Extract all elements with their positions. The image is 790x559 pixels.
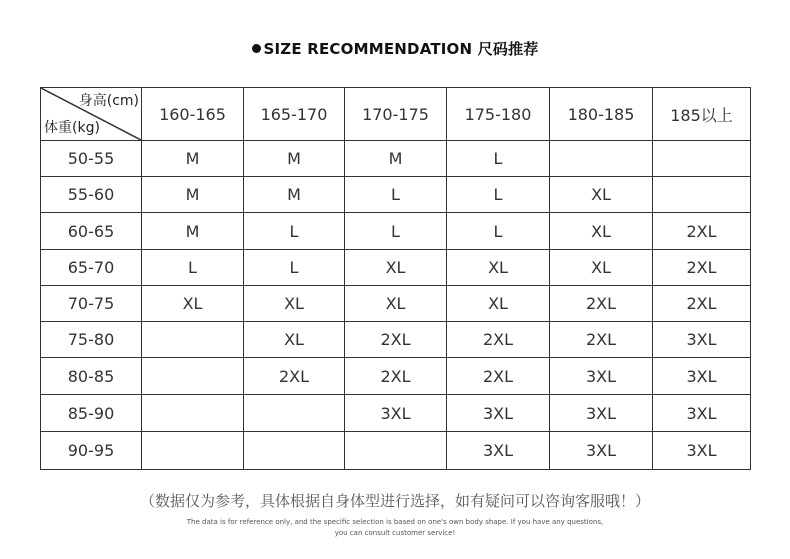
height-header: 175-180	[447, 88, 550, 141]
size-cell: L	[447, 141, 550, 177]
size-cell: M	[142, 141, 244, 177]
height-header: 160-165	[142, 88, 244, 141]
table-row	[41, 322, 751, 358]
size-cell: L	[244, 250, 345, 286]
size-cell: 2XL	[345, 358, 447, 395]
height-header: 180-185	[550, 88, 653, 141]
size-cell: 2XL	[653, 250, 751, 286]
disclaimer-english-line2: you can consult customer service!	[334, 529, 456, 537]
corner-weight-label: 体重(kg)	[44, 120, 100, 136]
corner-cell	[41, 88, 142, 141]
size-cell	[142, 432, 244, 470]
size-cell: L	[244, 213, 345, 250]
size-cell: M	[244, 141, 345, 177]
size-cell: L	[345, 213, 447, 250]
size-cell: M	[244, 177, 345, 213]
table-row	[41, 395, 751, 432]
size-cell: XL	[550, 177, 653, 213]
size-cell	[550, 141, 653, 177]
weight-cell: 85-90	[41, 395, 142, 432]
size-cell	[142, 358, 244, 395]
size-cell: XL	[244, 322, 345, 358]
size-cell: M	[142, 213, 244, 250]
size-cell: 3XL	[653, 432, 751, 470]
size-cell: 2XL	[653, 213, 751, 250]
table-row	[41, 432, 751, 470]
table-row	[41, 358, 751, 395]
size-cell: L	[447, 177, 550, 213]
height-header: 165-170	[244, 88, 345, 141]
table-row	[41, 250, 751, 286]
weight-cell: 80-85	[41, 358, 142, 395]
size-cell: XL	[345, 250, 447, 286]
weight-cell: 60-65	[41, 213, 142, 250]
size-cell: XL	[447, 250, 550, 286]
size-cell: L	[345, 177, 447, 213]
weight-cell: 75-80	[41, 322, 142, 358]
height-header: 170-175	[345, 88, 447, 141]
size-cell: M	[142, 177, 244, 213]
disclaimer-english	[0, 517, 790, 539]
size-cell	[345, 432, 447, 470]
disclaimer-chinese: （数据仅为参考，具体根据自身体型进行选择，如有疑问可以咨询客服哦！）	[139, 492, 650, 510]
size-cell: XL	[550, 250, 653, 286]
size-cell: L	[142, 250, 244, 286]
size-cell: 3XL	[653, 358, 751, 395]
size-cell: 3XL	[447, 432, 550, 470]
size-cell: 3XL	[550, 432, 653, 470]
size-cell: 3XL	[345, 395, 447, 432]
size-cell: 2XL	[653, 286, 751, 322]
size-cell	[653, 177, 751, 213]
size-cell: 2XL	[447, 358, 550, 395]
size-cell: 2XL	[447, 322, 550, 358]
header-row	[41, 88, 751, 141]
disclaimer-english-line1: The data is for reference only, and the specific selection is based on one's own body shape. If you have any questions,	[186, 518, 604, 526]
size-cell: XL	[550, 213, 653, 250]
bullet-dot-icon	[252, 44, 261, 53]
size-cell: 3XL	[447, 395, 550, 432]
size-cell: 3XL	[550, 358, 653, 395]
size-cell: XL	[244, 286, 345, 322]
table-row	[41, 141, 751, 177]
title-text: SIZE RECOMMENDATION 尺码推荐	[263, 40, 539, 58]
size-cell	[653, 141, 751, 177]
size-cell: 3XL	[653, 322, 751, 358]
size-cell	[244, 432, 345, 470]
size-cell: 2XL	[345, 322, 447, 358]
size-cell: 2XL	[550, 286, 653, 322]
size-cell: XL	[142, 286, 244, 322]
height-header: 185以上	[653, 88, 751, 141]
size-chart-table	[40, 87, 751, 470]
size-cell: 2XL	[244, 358, 345, 395]
size-cell: 3XL	[550, 395, 653, 432]
table-row	[41, 213, 751, 250]
weight-cell: 90-95	[41, 432, 142, 470]
size-cell	[142, 395, 244, 432]
weight-cell: 50-55	[41, 141, 142, 177]
size-cell: XL	[447, 286, 550, 322]
table-row	[41, 286, 751, 322]
size-cell: L	[447, 213, 550, 250]
size-cell: XL	[345, 286, 447, 322]
page-title	[0, 38, 790, 59]
table-row	[41, 177, 751, 213]
size-cell: 2XL	[550, 322, 653, 358]
weight-cell: 65-70	[41, 250, 142, 286]
size-cell: 3XL	[653, 395, 751, 432]
size-cell	[244, 395, 345, 432]
size-cell	[142, 322, 244, 358]
weight-cell: 70-75	[41, 286, 142, 322]
corner-height-label: 身高(cm)	[78, 93, 139, 109]
size-cell: M	[345, 141, 447, 177]
weight-cell: 55-60	[41, 177, 142, 213]
